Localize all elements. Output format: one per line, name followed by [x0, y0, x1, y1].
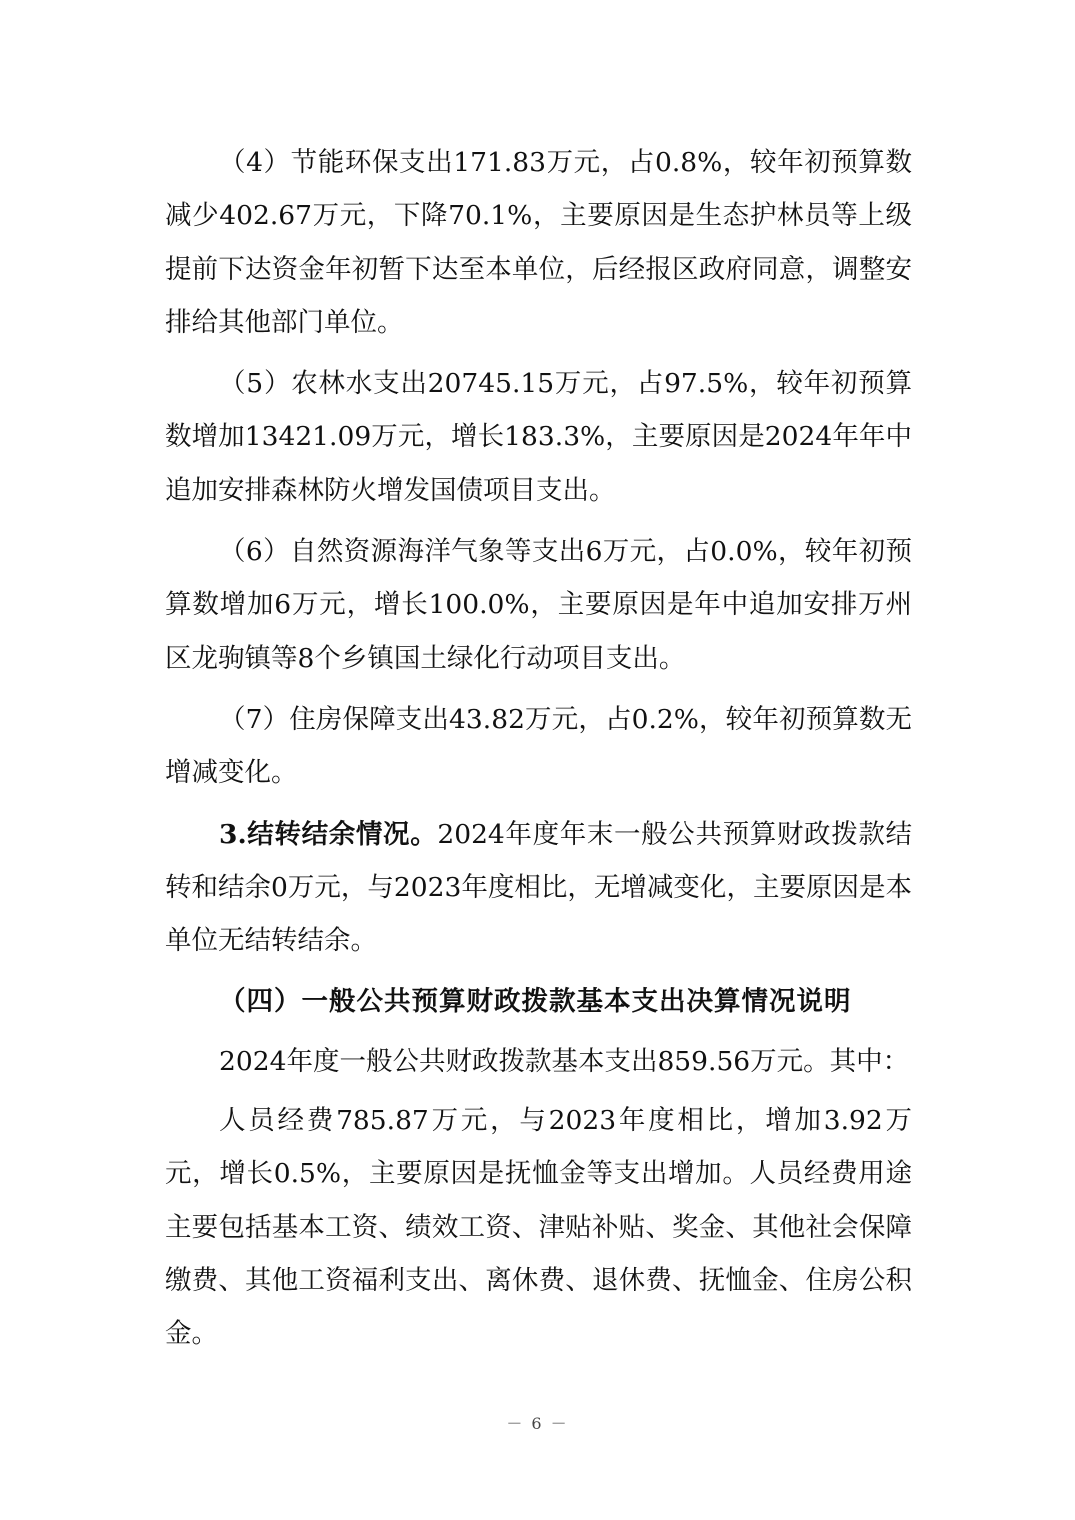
paragraph-energy-environment: （4）节能环保支出171.83万元，占0.8%，较年初预算数减少402.67万元，下降70.1%，主要原因是生态护林员等上级提前下达资金年初暂下达至本单位，后经报区政府同意，调整安排给其他部门单位。: [165, 147, 912, 338]
section-heading: （四）一般公共预算财政拨款基本支出决算情况说明: [219, 986, 852, 1018]
paragraph-personnel: 人员经费785.87万元，与2023年度相比，增加3.92万元，增长0.5%，主要原因是抚恤金等支出增加。人员经费用途主要包括基本工资、绩效工资、津贴补贴、奖金、其他社会保障缴费、其他工资福利支出、离休费、退休费、抚恤金、住房公积金。: [165, 1105, 912, 1350]
page-number: － 6 －: [506, 1414, 569, 1433]
carryover-body: 2024年度年末一般公共预算财政拨款结转和结余0万元，与2023年度相比，无增减变化，主要原因是本单位无结转结余。: [165, 818, 912, 957]
paragraph-natural-resources: （6）自然资源海洋气象等支出6万元，占0.0%，较年初预算数增加6万元，增长100.0%，主要原因是年中追加安排万州区龙驹镇等8个乡镇国土绿化行动项目支出。: [165, 536, 912, 674]
paragraph-carryover: [165, 808, 912, 968]
paragraph-agriculture-forestry-water: （5）农林水支出20745.15万元，占97.5%，较年初预算数增加13421.09万元，增长183.3%，主要原因是2024年年中追加安排森林防火增发国债项目支出。: [165, 368, 912, 506]
carryover-title: 3.结转结余情况。: [219, 818, 438, 850]
document-body: [165, 136, 912, 1367]
paragraph-housing: （7）住房保障支出43.82万元，占0.2%，较年初预算数无增减变化。: [165, 703, 912, 789]
paragraph-basic-total: 2024年度一般公共财政拨款基本支出859.56万元。其中：: [219, 1045, 910, 1077]
